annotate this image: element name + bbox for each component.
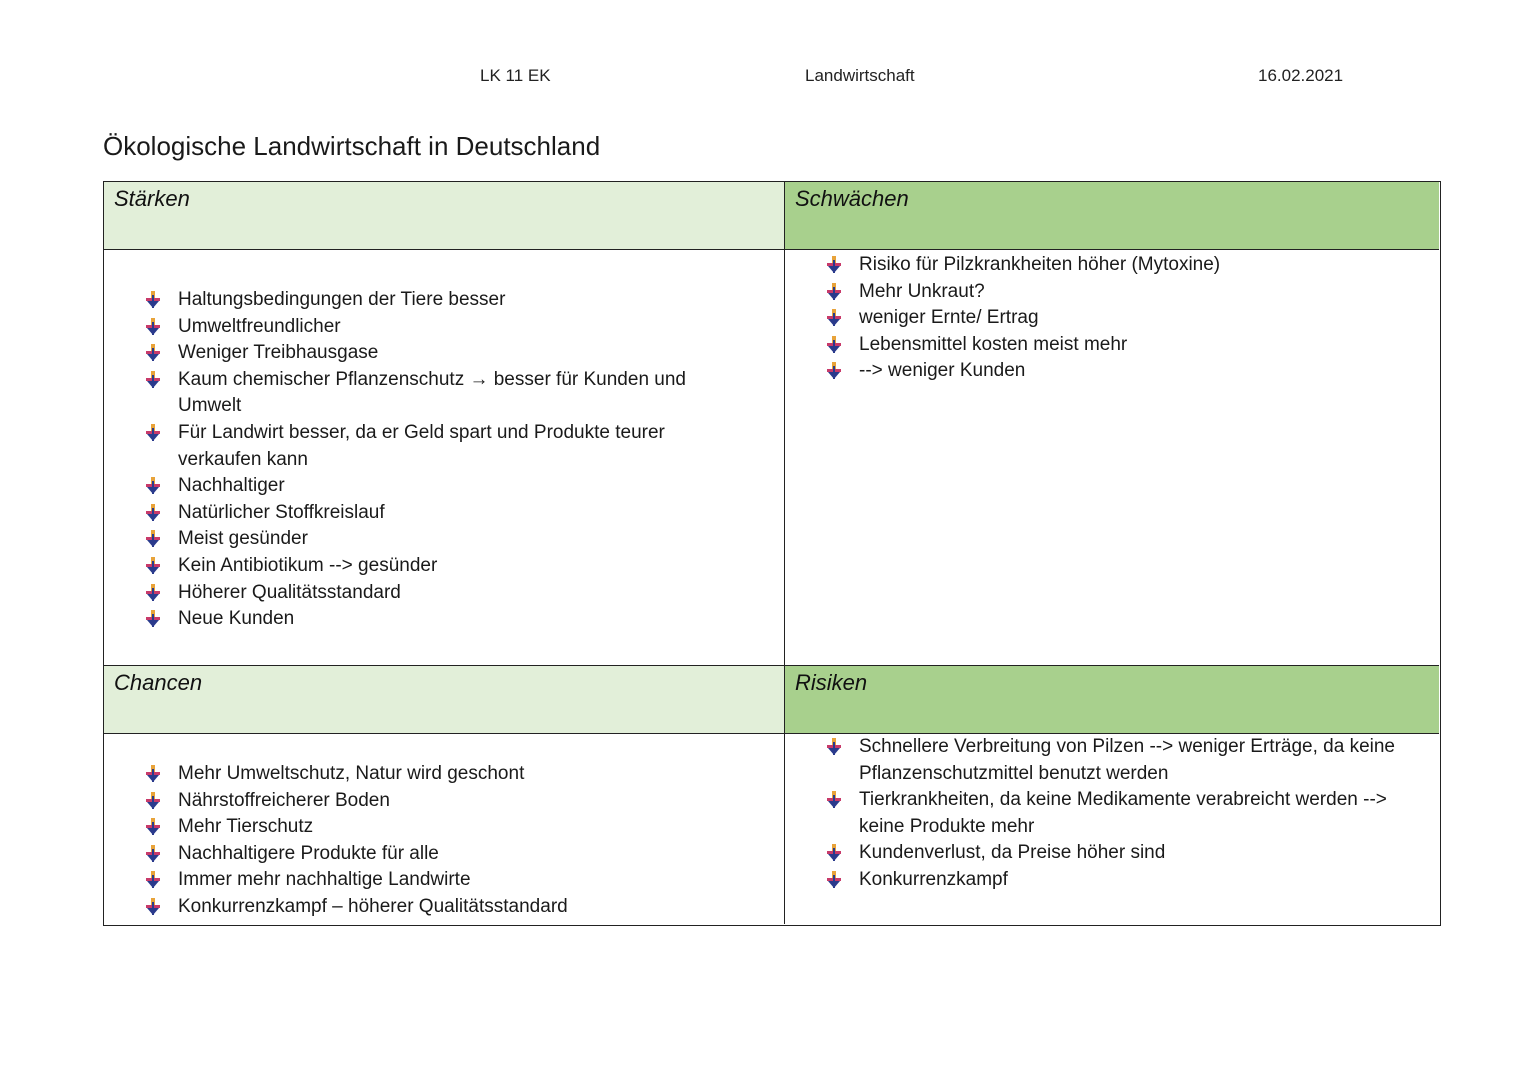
list-item-text: Kaum chemischer Pflanzenschutz → besser für Kunden und Umwelt xyxy=(178,368,686,417)
list-item-text: Haltungsbedingungen der Tiere besser xyxy=(178,289,506,310)
list-item-text: Mehr Unkraut? xyxy=(859,280,985,302)
swot-table xyxy=(103,181,1441,926)
list-item xyxy=(142,580,752,607)
document-title: Ökologische Landwirtschaft in Deutschland xyxy=(103,131,601,161)
arrow-down-bullet-icon xyxy=(144,792,162,810)
arrow-down-bullet-icon xyxy=(144,871,162,889)
arrow-down-bullet-icon xyxy=(144,818,162,836)
list-item xyxy=(142,473,752,500)
list-item-text: Schnellere Verbreitung von Pilzen --> weniger Erträge, da keine Pflanzenschutzmittel benutzt werden xyxy=(859,736,1395,784)
weaknesses-header xyxy=(785,182,1439,250)
list-item-text: Natürlicher Stoffkreislauf xyxy=(178,501,385,523)
arrow-down-bullet-icon xyxy=(825,791,843,809)
threats-cell xyxy=(785,734,1439,924)
list-item xyxy=(142,526,752,553)
list-item xyxy=(142,606,752,633)
arrow-down-bullet-icon xyxy=(144,504,162,522)
list-item-text: Meist gesünder xyxy=(178,528,308,550)
header-date: 16.02.2021 xyxy=(1258,66,1344,85)
arrow-down-bullet-icon xyxy=(144,344,162,362)
list-item-text: Mehr Umweltschutz, Natur wird geschont xyxy=(178,763,525,784)
list-item xyxy=(823,279,1423,306)
list-item-text: weniger Ernte/ Ertrag xyxy=(859,307,1039,329)
list-item-text: Umweltfreundlicher xyxy=(178,315,341,337)
arrow-down-bullet-icon xyxy=(825,256,843,274)
arrow-down-bullet-icon xyxy=(144,371,162,389)
list-item xyxy=(142,500,752,527)
list-item xyxy=(142,367,752,420)
strengths-heading: Stärken xyxy=(114,186,190,211)
arrow-down-bullet-icon xyxy=(144,291,162,309)
list-item xyxy=(142,420,752,473)
list-item-text: Lebensmittel kosten meist mehr xyxy=(859,333,1128,355)
threats-header xyxy=(785,666,1439,734)
list-item-text: Risiko für Pilzkrankheiten höher (Mytoxine) xyxy=(859,254,1221,275)
list-item-text: Kein Antibiotikum --> gesünder xyxy=(178,554,438,576)
arrow-down-bullet-icon xyxy=(825,336,843,354)
threats-heading: Risiken xyxy=(795,670,868,695)
list-item-text: Kundenverlust, da Preise höher sind xyxy=(859,842,1166,864)
arrow-down-bullet-icon xyxy=(144,610,162,628)
list-item-text: Nachhaltiger xyxy=(178,475,285,497)
list-item-text: Neue Kunden xyxy=(178,608,295,630)
list-item-text: Tierkrankheiten, da keine Medikamente verabreicht werden --> keine Produkte mehr xyxy=(859,789,1387,837)
strengths-header xyxy=(104,182,785,250)
list-item xyxy=(142,761,752,788)
weaknesses-list xyxy=(823,252,1423,385)
list-item-text: Nachhaltigere Produkte für alle xyxy=(178,842,439,864)
list-item xyxy=(823,332,1423,359)
list-item xyxy=(142,814,752,841)
list-item xyxy=(142,287,752,314)
list-item xyxy=(823,734,1423,787)
opportunities-list xyxy=(142,761,752,921)
list-item-text: Für Landwirt besser, da er Geld spart und Produkte teurer verkaufen kann xyxy=(178,421,665,470)
arrow-down-bullet-icon xyxy=(144,584,162,602)
list-item xyxy=(142,553,752,580)
threats-list xyxy=(823,734,1423,894)
list-item xyxy=(142,314,752,341)
list-item xyxy=(142,788,752,815)
arrow-down-bullet-icon xyxy=(825,871,843,889)
arrow-down-bullet-icon xyxy=(825,283,843,301)
list-item-text: Mehr Tierschutz xyxy=(178,816,314,838)
list-item xyxy=(823,358,1423,385)
list-item xyxy=(823,787,1423,840)
arrow-down-bullet-icon xyxy=(144,530,162,548)
arrow-down-bullet-icon xyxy=(144,845,162,863)
list-item-text: Immer mehr nachhaltige Landwirte xyxy=(178,869,471,891)
strengths-cell xyxy=(104,250,785,666)
arrow-down-bullet-icon xyxy=(144,898,162,916)
list-item xyxy=(142,867,752,894)
arrow-down-bullet-icon xyxy=(825,738,843,756)
opportunities-cell xyxy=(104,734,785,924)
list-item xyxy=(142,841,752,868)
list-item xyxy=(823,867,1423,894)
list-item-text: --> weniger Kunden xyxy=(859,360,1026,382)
list-item-text: Konkurrenzkampf xyxy=(859,868,1008,890)
list-item xyxy=(142,894,752,921)
weaknesses-cell xyxy=(785,250,1439,666)
list-item xyxy=(142,340,752,367)
arrow-down-bullet-icon xyxy=(144,424,162,442)
arrow-down-bullet-icon xyxy=(825,362,843,380)
strengths-list xyxy=(142,287,752,633)
list-item xyxy=(823,840,1423,867)
list-item-text: Nährstoffreicherer Boden xyxy=(178,789,390,811)
weaknesses-heading: Schwächen xyxy=(795,186,909,211)
header-topic: Landwirtschaft xyxy=(805,66,915,85)
arrow-down-bullet-icon xyxy=(144,765,162,783)
list-item xyxy=(823,305,1423,332)
list-item-text: Konkurrenzkampf – höherer Qualitätsstandard xyxy=(178,895,568,917)
arrow-down-bullet-icon xyxy=(144,557,162,575)
arrow-down-bullet-icon xyxy=(144,318,162,336)
opportunities-heading: Chancen xyxy=(114,670,203,695)
list-item-text: Weniger Treibhausgase xyxy=(178,342,379,364)
list-item-text: Höherer Qualitätsstandard xyxy=(178,581,401,603)
arrow-down-bullet-icon xyxy=(825,309,843,327)
arrow-down-bullet-icon xyxy=(825,844,843,862)
header-course: LK 11 EK xyxy=(480,66,551,85)
list-item xyxy=(823,252,1423,279)
arrow-down-bullet-icon xyxy=(144,477,162,495)
opportunities-header xyxy=(104,666,785,734)
